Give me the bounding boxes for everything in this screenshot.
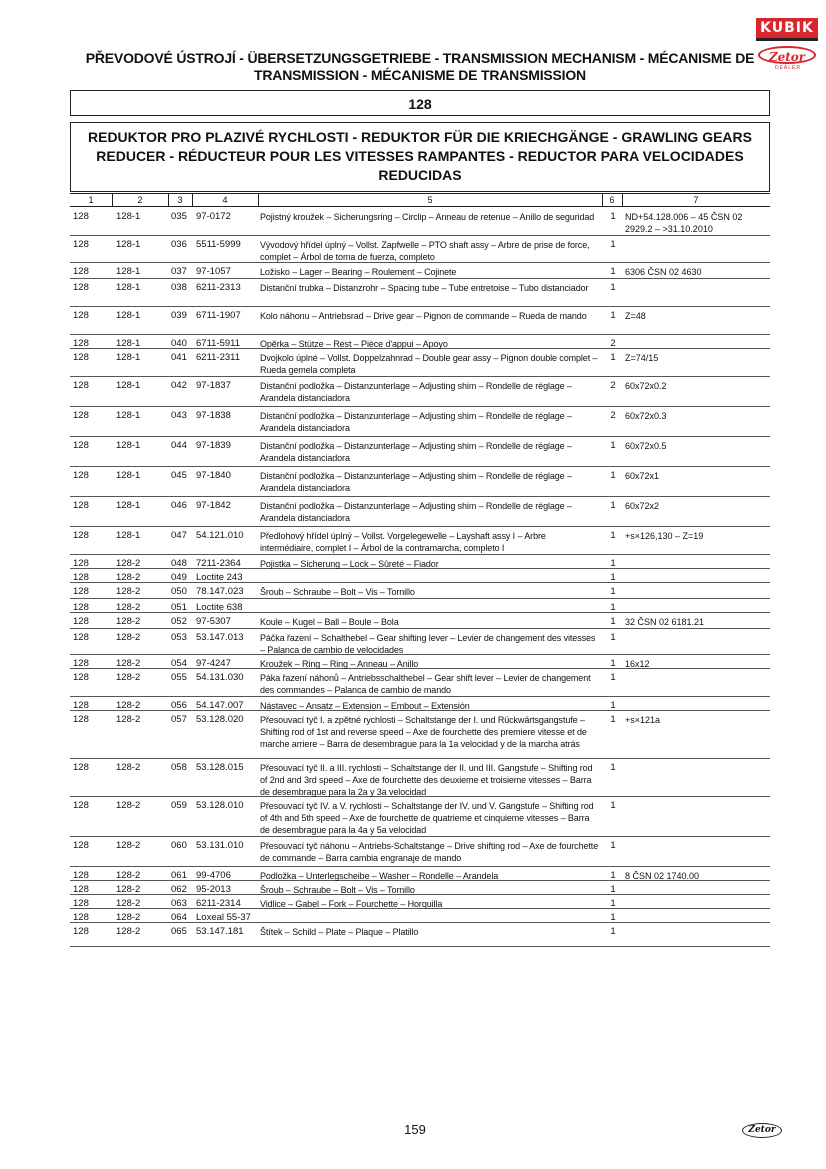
cell-c1: 128 — [73, 282, 89, 293]
cell-c2: 128-2 — [116, 800, 141, 811]
table-row — [70, 279, 770, 307]
cell-c6: 1 — [610, 762, 616, 773]
cell-c3: 057 — [171, 714, 187, 725]
cell-c4: 5511-5999 — [196, 239, 241, 250]
cell-c2: 128-2 — [116, 616, 141, 627]
cell-c2: 128-1 — [116, 410, 141, 421]
table-row — [70, 797, 770, 837]
cell-c4: 95-2013 — [196, 884, 231, 895]
cell-c6: 1 — [610, 282, 616, 293]
cell-c1: 128 — [73, 714, 89, 725]
cell-c3: 039 — [171, 310, 187, 321]
cell-c3: 044 — [171, 440, 187, 451]
cell-c5: Vidlice – Gabel – Fork – Fourchette – Horquilla — [260, 899, 443, 909]
table-row — [70, 909, 770, 923]
cell-c6: 1 — [610, 658, 616, 669]
column-header-7: 7 — [693, 195, 699, 205]
cell-c3: 063 — [171, 898, 187, 909]
cell-c6: 1 — [610, 870, 616, 881]
cell-c4: 54.131.030 — [196, 672, 244, 683]
cell-c5: Podložka – Unterlegscheibe – Washer – Rondelle – Arandela — [260, 871, 499, 881]
cell-c4: 7211-2364 — [196, 558, 241, 569]
page-number: 159 — [404, 1122, 426, 1137]
cell-c3: 045 — [171, 470, 187, 481]
cell-c2: 128-2 — [116, 632, 141, 643]
cell-c4: 97-5307 — [196, 616, 231, 627]
cell-c3: 061 — [171, 870, 187, 881]
cell-c3: 059 — [171, 800, 187, 811]
cell-c1: 128 — [73, 672, 89, 683]
cell-c4: 97-0172 — [196, 211, 231, 222]
cell-c1: 128 — [73, 898, 89, 909]
cell-c2: 128-2 — [116, 884, 141, 895]
cell-c6: 1 — [610, 602, 616, 613]
cell-c4: 97-4247 — [196, 658, 231, 669]
table-row — [70, 867, 770, 881]
cell-c5: Distanční podložka – Distanzunterlage – Adjusting shim – Rondelle de réglage – Arandela distanciadora — [260, 501, 572, 523]
table-row — [70, 583, 770, 599]
cell-c2: 128-2 — [116, 926, 141, 937]
cell-c3: 056 — [171, 700, 187, 711]
cell-c1: 128 — [73, 586, 89, 597]
cell-c4: 53.147.181 — [196, 926, 244, 937]
cell-c3: 041 — [171, 352, 187, 363]
cell-c2: 128-1 — [116, 380, 141, 391]
cell-c3: 037 — [171, 266, 187, 277]
cell-c2: 128-2 — [116, 558, 141, 569]
cell-c3: 042 — [171, 380, 187, 391]
cell-c3: 050 — [171, 586, 187, 597]
cell-c6: 1 — [610, 840, 616, 851]
column-header-4: 4 — [222, 195, 228, 205]
table-row — [70, 335, 770, 349]
cell-c1: 128 — [73, 616, 89, 627]
cell-c3: 052 — [171, 616, 187, 627]
table-row — [70, 437, 770, 467]
cell-c1: 128 — [73, 352, 89, 363]
cell-c2: 128-1 — [116, 211, 141, 222]
cell-c3: 054 — [171, 658, 187, 669]
cell-c5: Distanční podložka – Distanzunterlage – Adjusting shim – Rondelle de réglage – Arandela distanciadora — [260, 381, 572, 403]
cell-c4: 97-1057 — [196, 266, 231, 277]
cell-c5: Distanční podložka – Distanzunterlage – Adjusting shim – Rondelle de réglage – Arandela distanciadora — [260, 471, 572, 493]
cell-c7: 6306 ČSN 02 4630 — [625, 267, 702, 277]
cell-c7: 60x72x0.3 — [625, 411, 667, 421]
cell-c2: 128-2 — [116, 870, 141, 881]
cell-c4: 53.131.010 — [196, 840, 244, 851]
cell-c5: Štítek – Schild – Plate – Plaque – Platillo — [260, 927, 419, 937]
table-row — [70, 497, 770, 527]
table-row — [70, 629, 770, 655]
cell-c4: 97-1840 — [196, 470, 231, 481]
cell-c3: 043 — [171, 410, 187, 421]
cell-c1: 128 — [73, 632, 89, 643]
footer-zetor-logo: Zetor — [742, 1123, 782, 1138]
cell-c4: 53.128.015 — [196, 762, 244, 773]
table-row — [70, 569, 770, 583]
cell-c2: 128-2 — [116, 586, 141, 597]
column-header-6: 6 — [609, 195, 615, 205]
cell-c4: 97-1838 — [196, 410, 231, 421]
table-header — [70, 193, 770, 207]
cell-c3: 053 — [171, 632, 187, 643]
cell-c4: 53.128.010 — [196, 800, 244, 811]
cell-c7: 60x72x2 — [625, 501, 660, 511]
cell-c1: 128 — [73, 310, 89, 321]
table-row — [70, 467, 770, 497]
cell-c3: 060 — [171, 840, 187, 851]
table-row — [70, 307, 770, 335]
table-row — [70, 711, 770, 759]
table-row — [70, 759, 770, 797]
cell-c4: Loctite 243 — [196, 572, 243, 583]
cell-c5: Distanční trubka – Distanzrohr – Spacing tube – Tube entretoise – Tubo distanciador — [260, 283, 589, 293]
cell-c7: 60x72x0.2 — [625, 381, 667, 391]
cell-c1: 128 — [73, 572, 89, 583]
cell-c4: 6211-2313 — [196, 282, 241, 293]
cell-c3: 048 — [171, 558, 187, 569]
cell-c1: 128 — [73, 440, 89, 451]
cell-c7: 60x72x1 — [625, 471, 660, 481]
cell-c5: Dvojkolo úplné – Vollst. Doppelzahnrad – Double gear assy – Pignon double complet – Rueda gemela completa — [260, 353, 598, 375]
cell-c6: 1 — [610, 898, 616, 909]
table-row — [70, 236, 770, 263]
cell-c6: 2 — [610, 338, 616, 349]
cell-c2: 128-1 — [116, 282, 141, 293]
cell-c6: 1 — [610, 616, 616, 627]
table-row — [70, 377, 770, 407]
cell-c5: Kolo náhonu – Antriebsrad – Drive gear – Pignon de commande – Rueda de mando — [260, 311, 587, 321]
cell-c1: 128 — [73, 380, 89, 391]
table-row — [70, 669, 770, 697]
cell-c4: 6711-1907 — [196, 310, 241, 321]
table-row — [70, 407, 770, 437]
cell-c4: 54.147.007 — [196, 700, 244, 711]
cell-c1: 128 — [73, 912, 89, 923]
cell-c5: Vývodový hřídel úplný – Vollst. Zapfwelle – PTO shaft assy – Arbre de prise de force, complet – Árbol de toma de fuerza, completo — [260, 240, 590, 262]
cell-c4: 78.147.023 — [196, 586, 244, 597]
cell-c6: 1 — [610, 470, 616, 481]
cell-c6: 1 — [610, 700, 616, 711]
cell-c5: Distanční podložka – Distanzunterlage – Adjusting shim – Rondelle de réglage – Arandela distanciadora — [260, 411, 572, 433]
cell-c5: Pojistný kroužek – Sicherungsring – Circlip – Anneau de retenue – Anillo de seguridad — [260, 212, 595, 222]
table-row — [70, 697, 770, 711]
section-title — [70, 122, 770, 192]
cell-c2: 128-1 — [116, 530, 141, 541]
cell-c4: 6211-2311 — [196, 352, 241, 363]
cell-c7: 32 ČSN 02 6181.21 — [625, 617, 705, 627]
cell-c4: 97-1842 — [196, 500, 231, 511]
cell-c6: 1 — [610, 714, 616, 725]
cell-c2: 128-1 — [116, 500, 141, 511]
cell-c2: 128-2 — [116, 898, 141, 909]
cell-c3: 055 — [171, 672, 187, 683]
cell-c1: 128 — [73, 840, 89, 851]
title-line-2: TRANSMISSION - MÉCANISME DE TRANSMISSION — [254, 67, 586, 83]
cell-c2: 128-1 — [116, 310, 141, 321]
title-line-1: PŘEVODOVÉ ÚSTROJÍ - ÜBERSETZUNGSGETRIEBE - TRANSMISSION MECHANISM - MÉCANISME DE — [85, 50, 755, 66]
cell-c1: 128 — [73, 926, 89, 937]
cell-c2: 128-1 — [116, 338, 141, 349]
cell-c2: 128-2 — [116, 762, 141, 773]
cell-c7: +s×126,130 – Z=19 — [625, 531, 704, 541]
cell-c1: 128 — [73, 410, 89, 421]
cell-c1: 128 — [73, 658, 89, 669]
cell-c7: 16x12 — [625, 659, 650, 669]
cell-c7: +s×121a — [625, 715, 661, 725]
section-line-1: REDUKTOR PRO PLAZIVÉ RYCHLOSTI - REDUKTOR FÜR DIE KRIECHGÄNGE - GRAWLING GEARS — [88, 129, 752, 145]
cell-c5: Přesouvací tyč I. a zpětné rychlosti – Schaltstange der I. und Rückwärtsgangstufe – Shifting rod of 1st and reverse speed – Axe de fourchette des premiere vitesse et de marche arriere – Barra de desembrague para la 1a velocidad y de la marcha atrás — [260, 715, 587, 749]
cell-c6: 1 — [610, 586, 616, 597]
table-row — [70, 599, 770, 613]
cell-c3: 038 — [171, 282, 187, 293]
cell-c2: 128-1 — [116, 239, 141, 250]
cell-c6: 1 — [610, 266, 616, 277]
cell-c1: 128 — [73, 800, 89, 811]
cell-c5: Koule – Kugel – Ball – Boule – Bola — [260, 617, 399, 627]
cell-c5: Šroub – Schraube – Bolt – Vis – Tornillo — [260, 885, 415, 895]
cell-c2: 128-2 — [116, 572, 141, 583]
cell-c1: 128 — [73, 211, 89, 222]
cell-c1: 128 — [73, 470, 89, 481]
section-line-2: REDUCER - RÉDUCTEUR POUR LES VITESSES RAMPANTES - REDUCTOR PARA VELOCIDADES — [96, 148, 744, 164]
cell-c3: 051 — [171, 602, 187, 613]
cell-c5: Pojistka – Sicherung – Lock – Sûreté – Fiador — [260, 559, 439, 569]
cell-c3: 064 — [171, 912, 187, 923]
cell-c4: 53.147.013 — [196, 632, 244, 643]
cell-c2: 128-2 — [116, 714, 141, 725]
cell-c4: 6211-2314 — [196, 898, 241, 909]
cell-c5: Opěrka – Stütze – Rest – Pièce d'appui – Apoyo — [260, 339, 448, 349]
cell-c1: 128 — [73, 602, 89, 613]
table-row — [70, 837, 770, 867]
cell-c2: 128-1 — [116, 470, 141, 481]
table-row — [70, 655, 770, 669]
column-header-2: 2 — [137, 195, 143, 205]
cell-c6: 1 — [610, 632, 616, 643]
table-row — [70, 527, 770, 555]
cell-c2: 128-1 — [116, 352, 141, 363]
cell-c6: 2 — [610, 410, 616, 421]
cell-c2: 128-2 — [116, 840, 141, 851]
page-title — [70, 50, 770, 84]
cell-c1: 128 — [73, 530, 89, 541]
table-row — [70, 263, 770, 279]
kubik-logo-bar — [756, 38, 818, 41]
cell-c4: 6711-5911 — [196, 338, 241, 349]
cell-c6: 1 — [610, 800, 616, 811]
cell-c2: 128-1 — [116, 440, 141, 451]
cell-c3: 047 — [171, 530, 187, 541]
cell-c4: 97-1837 — [196, 380, 231, 391]
table-row — [70, 555, 770, 569]
table-row — [70, 923, 770, 947]
cell-c6: 1 — [610, 672, 616, 683]
cell-c5: Kroužek – Ring – Ring – Anneau – Anillo — [260, 659, 419, 669]
cell-c5: Ložisko – Lager – Bearing – Roulement – Cojinete — [260, 267, 457, 277]
cell-c2: 128-1 — [116, 266, 141, 277]
cell-c1: 128 — [73, 762, 89, 773]
cell-c3: 040 — [171, 338, 187, 349]
table-row — [70, 895, 770, 909]
cell-c7: ND+54.128.006 – 45 ČSN 02 2929.2 – >31.10.2010 — [625, 212, 743, 234]
cell-c1: 128 — [73, 239, 89, 250]
cell-c1: 128 — [73, 338, 89, 349]
cell-c5: Šroub – Schraube – Bolt – Vis – Tornillo — [260, 587, 415, 597]
cell-c6: 2 — [610, 380, 616, 391]
cell-c3: 062 — [171, 884, 187, 895]
cell-c5: Přesouvací tyč IV. a V. rychlosti – Schaltstange der IV. und V. Gangstufe – Shifting rod of 4th and 5th speed – Axe de fourchette de quatrieme et cinquieme vitesses – Barra de desembrague para la 4a y 5a velocidad — [260, 801, 594, 835]
cell-c6: 1 — [610, 440, 616, 451]
cell-c6: 1 — [610, 239, 616, 250]
cell-c2: 128-2 — [116, 912, 141, 923]
cell-c1: 128 — [73, 884, 89, 895]
column-header-1: 1 — [88, 195, 94, 205]
section-line-3: REDUCIDAS — [378, 167, 462, 183]
cell-c4: 53.128.020 — [196, 714, 244, 725]
cell-c1: 128 — [73, 700, 89, 711]
cell-c5: Přesouvací tyč náhonu – Antriebs-Schaltstange – Drive shifting rod – Axe de fourchette de commande – Barra cambia engranaje de mando — [260, 841, 599, 863]
cell-c2: 128-2 — [116, 602, 141, 613]
cell-c6: 1 — [610, 500, 616, 511]
cell-c6: 1 — [610, 912, 616, 923]
cell-c7: 8 ČSN 02 1740.00 — [625, 871, 700, 881]
zetor-logo: Zetor — [758, 46, 816, 64]
cell-c6: 1 — [610, 572, 616, 583]
cell-c6: 1 — [610, 211, 616, 222]
cell-c5: Páka řazení náhonů – Antriebsschalthebel – Gear shift lever – Levier de changement des commandes – Palanca de cambio de mando — [260, 673, 591, 695]
cell-c6: 1 — [610, 310, 616, 321]
cell-c4: 97-1839 — [196, 440, 231, 451]
cell-c1: 128 — [73, 266, 89, 277]
cell-c1: 128 — [73, 870, 89, 881]
cell-c6: 1 — [610, 352, 616, 363]
cell-c5: Přesouvací tyč II. a III. rychlosti – Schaltstange der II. und III. Gangstufe – Shifting rod of 2nd and 3rd speed – Axe de fourchette des deuxieme et troisieme vitesses – Barra de desembrague para la 2a y 3a velocidad — [260, 763, 593, 797]
table-row — [70, 349, 770, 377]
cell-c4: Loctite 638 — [196, 602, 243, 613]
kubik-logo: KUBIK — [756, 18, 818, 38]
cell-c5: Páčka řazení – Schalthebel – Gear shifting lever – Levier de changement des vitesses – Palanca de cambio de velocidades — [260, 633, 596, 655]
cell-c6: 1 — [610, 530, 616, 541]
cell-c1: 128 — [73, 500, 89, 511]
cell-c7: 60x72x0.5 — [625, 441, 667, 451]
cell-c7: Z=48 — [625, 311, 646, 321]
cell-c3: 058 — [171, 762, 187, 773]
column-header-3: 3 — [177, 195, 183, 205]
cell-c3: 046 — [171, 500, 187, 511]
zetor-logo-subtitle: DEALER — [774, 65, 801, 71]
cell-c7: Z=74/15 — [625, 353, 659, 363]
cell-c5: Předlohový hřídel úplný – Vollst. Vorgelegewelle – Layshaft assy I – Arbre intermédiaire, complet I – Árbol de la contramarcha, completo I — [260, 531, 546, 553]
column-header-5: 5 — [427, 195, 433, 205]
cell-c4: 54.121.010 — [196, 530, 244, 541]
cell-c2: 128-2 — [116, 658, 141, 669]
cell-c3: 049 — [171, 572, 187, 583]
cell-c2: 128-2 — [116, 672, 141, 683]
cell-c3: 065 — [171, 926, 187, 937]
table-row — [70, 881, 770, 895]
cell-c2: 128-2 — [116, 700, 141, 711]
cell-c6: 1 — [610, 926, 616, 937]
table-row — [70, 613, 770, 629]
cell-c6: 1 — [610, 558, 616, 569]
cell-c3: 036 — [171, 239, 187, 250]
cell-c1: 128 — [73, 558, 89, 569]
cell-c4: Loxeal 55-37 — [196, 912, 251, 923]
group-number: 128 — [70, 90, 770, 116]
table-row — [70, 208, 770, 236]
cell-c3: 035 — [171, 211, 187, 222]
cell-c4: 99-4706 — [196, 870, 231, 881]
cell-c6: 1 — [610, 884, 616, 895]
cell-c5: Nástavec – Ansatz – Extension – Embout – Extensión — [260, 701, 470, 711]
cell-c5: Distanční podložka – Distanzunterlage – Adjusting shim – Rondelle de réglage – Arandela distanciadora — [260, 441, 572, 463]
